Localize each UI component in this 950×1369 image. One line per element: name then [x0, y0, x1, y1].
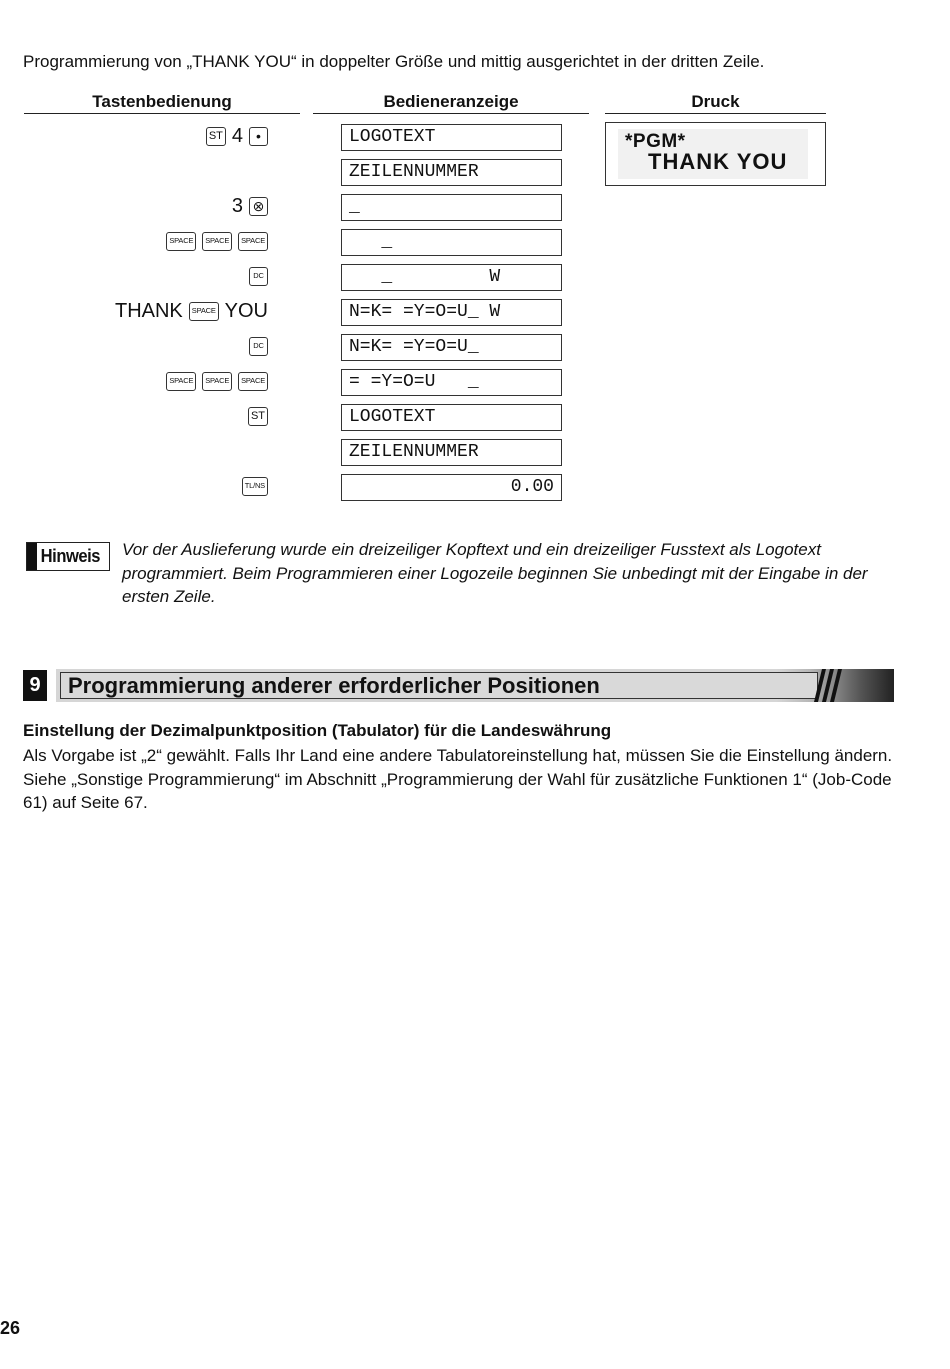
print-line-2: THANK YOU [648, 149, 788, 174]
display-box: N=K= =Y=O=U_ [341, 334, 562, 361]
slashes-icon [813, 669, 847, 702]
section-title: Programmierung anderer erforderlicher Positionen [68, 673, 600, 698]
space-key: SPACE [166, 232, 196, 251]
space-key: SPACE [238, 372, 268, 391]
st-key: ST [206, 127, 226, 146]
key-row-8 [248, 402, 268, 430]
dc-key: DC [249, 267, 268, 286]
hinweis-badge [26, 542, 110, 571]
display-box: ZEILENNUMMER [341, 439, 562, 466]
display-box: _ [341, 229, 562, 256]
paragraph: Als Vorgabe ist „2“ gewählt. Falls Ihr Land eine andere Tabulatoreinstellung hat, müssen Sie die Einstellung ändern. Siehe „Sonstige Programmierung“ im Abschnitt „Programmierung der Wahl für zusätzliche Funktionen 1“ (Job-Code 61) auf Seite 67. [23, 746, 893, 812]
intro-text: Programmierung von „THANK YOU“ in doppelter Größe und mittig ausgerichtet in der dritten Zeile. [23, 52, 765, 71]
tlns-key: TL/NS [242, 477, 268, 496]
column-header-display: Bedieneranzeige [313, 92, 589, 114]
display-box: LOGOTEXT [341, 404, 562, 431]
subheading: Einstellung der Dezimalpunktposition (Tabulator) für die Landeswährung [23, 721, 612, 740]
dc-key: DC [249, 337, 268, 356]
display-box: _ [341, 194, 562, 221]
display-box: N=K= =Y=O=U_ W [341, 299, 562, 326]
display-box: = =Y=O=U _ [341, 369, 562, 396]
key-row-3 [166, 227, 268, 255]
key-row-2 [232, 192, 268, 220]
print-line-1: *PGM* [625, 131, 686, 152]
key-row-1 [206, 122, 268, 150]
key-row-4 [249, 262, 268, 290]
display-box: LOGOTEXT [341, 124, 562, 151]
key-row-5 [115, 297, 268, 325]
dot-key: • [249, 127, 268, 146]
digit-four: 4 [231, 124, 243, 147]
section-number: 9 [23, 670, 47, 701]
column-header-keys: Tastenbedienung [24, 92, 300, 114]
key-row-6 [249, 332, 268, 360]
digit-three: 3 [231, 194, 243, 217]
hinweis-bar [27, 543, 37, 570]
space-key: SPACE [238, 232, 268, 251]
print-sample [605, 122, 826, 186]
display-box: 0.00 [341, 474, 562, 501]
hinweis-text: Vor der Auslieferung wurde ein dreizeiliger Kopftext und ein dreizeiliger Fusstext als Logotext programmiert. Beim Programmieren einer Logozeile beginnen Sie unbedingt mit der Eingabe in der ersten Zeile. [122, 540, 868, 606]
key-row-9 [242, 472, 268, 500]
text-thank: THANK [114, 299, 183, 322]
text-you: YOU [224, 299, 268, 322]
st-key: ST [248, 407, 268, 426]
display-box: _ W [341, 264, 562, 291]
space-key: SPACE [166, 372, 196, 391]
multiply-key: ⊗ [249, 197, 268, 216]
space-key: SPACE [202, 372, 232, 391]
space-key: SPACE [202, 232, 232, 251]
key-row-7 [166, 367, 268, 395]
hinweis-label: Hinweis [40, 546, 101, 566]
page-number: 26 [0, 1318, 21, 1338]
space-key: SPACE [189, 302, 219, 321]
display-box: ZEILENNUMMER [341, 159, 562, 186]
column-header-print: Druck [605, 92, 826, 114]
